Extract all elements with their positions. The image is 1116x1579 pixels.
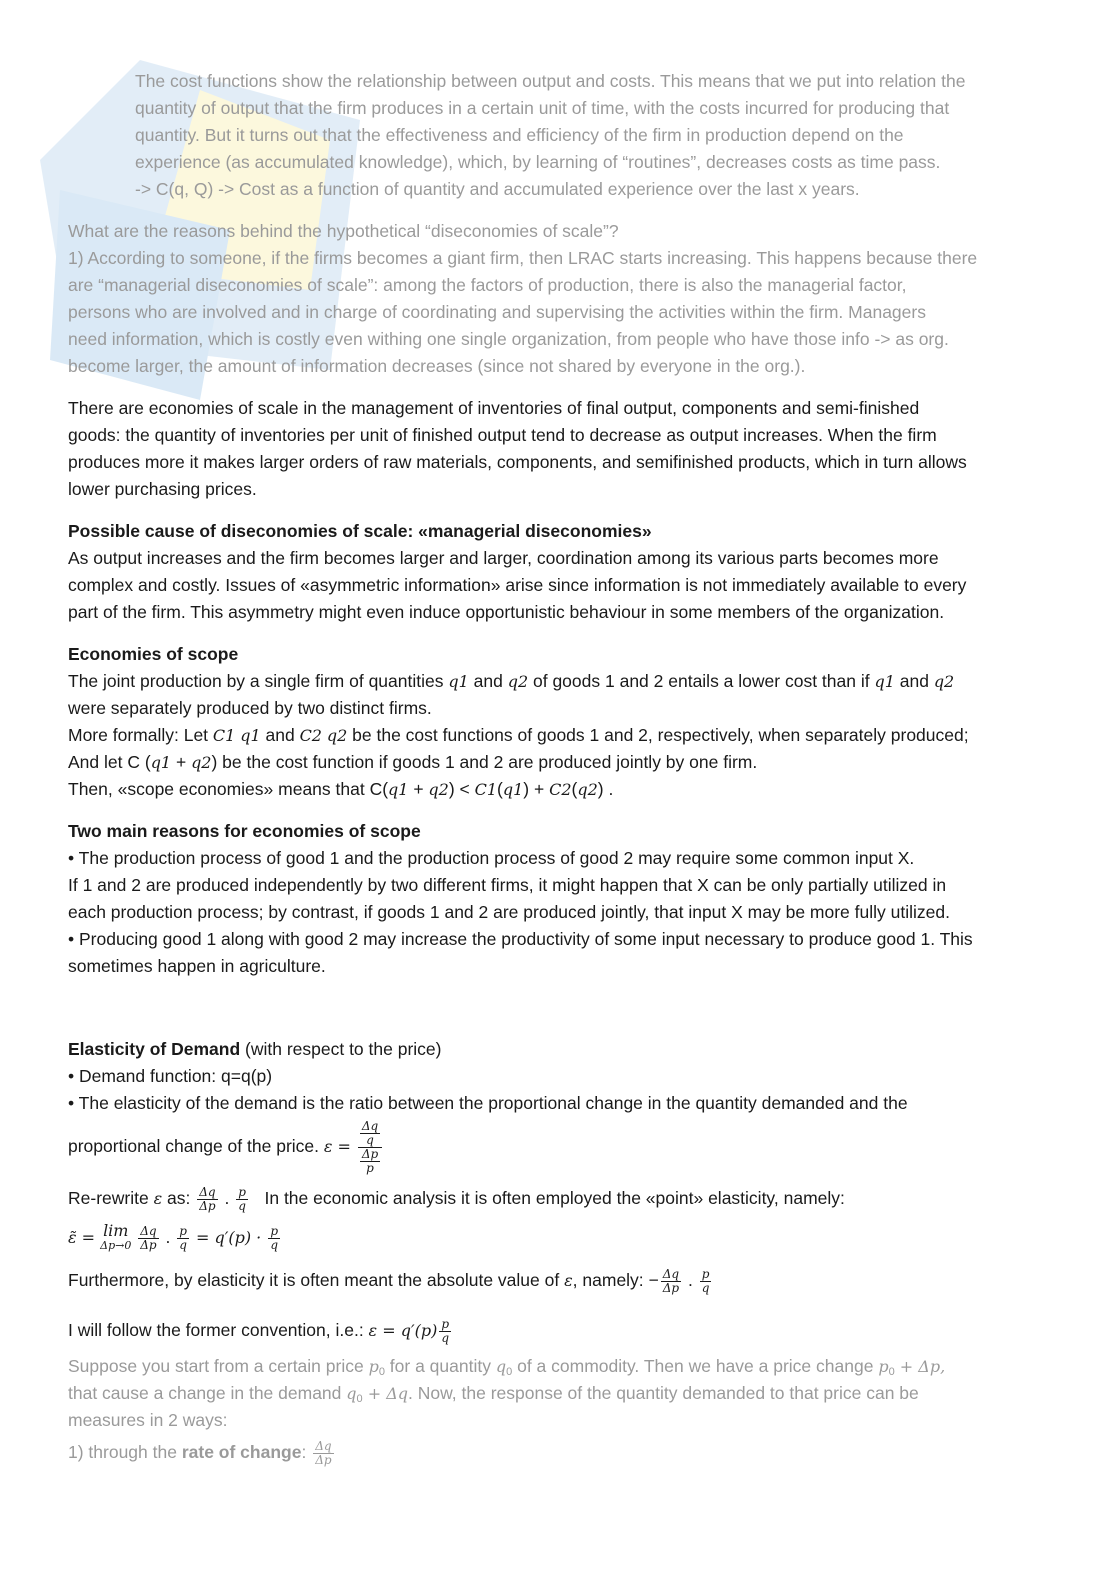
elasticity-heading: Elasticity of Demand (with respect to the price) (68, 1039, 442, 1059)
intro-line-2: quantity of output that the firm produces in a certain unit of time, with the costs incurred for producing that (135, 98, 950, 118)
scope-line-1: The joint production by a single firm of quantities q1 and q2 of goods 1 and 2 entails a lower cost than if q1 and q2 (68, 671, 955, 691)
intro-line-5: -> C(q, Q) -> Cost as a function of quantity and accumulated experience over the last x years. (135, 179, 860, 199)
inventories-line-4: lower purchasing prices. (68, 479, 257, 499)
managerial-heading: Possible cause of diseconomies of scale: «managerial diseconomies» (68, 521, 652, 541)
elasticity-fraction: $\frac{\frac{\Delta q}{q}}{\frac{\Delta p}{p}}$ (358, 1120, 382, 1175)
point-elasticity-formula: ε̃ = lim Δp→0 $\frac{\Delta q}{\Delta p}$ . $\frac{p}{q}$ = q′(p) · $\frac{p}{q}$ (68, 1221, 279, 1253)
scope-reasons-line-2: If 1 and 2 are produced independently by two different firms, it might happen that X can be only partially utilized in (68, 875, 947, 895)
elasticity-definition: proportional change of the price. ε = $\frac{\frac{\Delta q}{q}}{\frac{\Delta p}{p}}$ (68, 1116, 384, 1177)
rate-intro-line-1: Suppose you start from a certain price $p_0$ for a quantity $q_0$ of a commodity. Then we have a price change $p_0 + \Delta p$, (68, 1356, 946, 1378)
managerial-line-3: part of the firm. This asymmetry might even induce opportunistic behaviour in some members of the organization. (68, 602, 945, 622)
diseconomies-question: What are the reasons behind the hypothetical “diseconomies of scale”? (68, 221, 619, 241)
scope-line-3: More formally: Let C1 q1 and C2 q2 be the cost functions of goods 1 and 2, respectively, when separately produced; (68, 725, 969, 745)
rate-intro-line-2: that cause a change in the demand $q_0 + \Delta q$. Now, the response of the quantity demanded to that price can be (68, 1383, 919, 1405)
scope-line-4: And let C (q1 + q2) be the cost function if goods 1 and 2 are produced jointly by one firm. (68, 752, 758, 772)
diseconomies-line-2: are “managerial diseconomies of scale”: among the factors of production, there is also the managerial factor, (68, 275, 907, 295)
scope-line-5: Then, «scope economies» means that C(q1 + q2) < C1(q1) + C2(q2) . (68, 779, 614, 799)
rate-intro-line-3: measures in 2 ways: (68, 1410, 228, 1430)
scope-reasons-heading: Two main reasons for economies of scope (68, 821, 421, 841)
inventories-line-2: goods: the quantity of inventories per unit of finished output tend to decrease as output increases. When the firm (68, 425, 937, 445)
elasticity-rewrite: Re-rewrite ε as: $\frac{\Delta q}{\Delta p}$ . $\frac{p}{q}$ In the economic analysis it is often employed the «point» elasticity, namely: (68, 1184, 845, 1213)
diseconomies-line-5: become larger, the amount of information decreases (since not shared by everyone in the org.). (68, 356, 806, 376)
managerial-line-1: As output increases and the firm becomes larger and larger, coordination among its various parts becomes more (68, 548, 939, 568)
diseconomies-line-4: need information, which is costly even withing one single organization, from people who have those info -> as org. (68, 329, 949, 349)
rate-of-change-line: 1) through the rate of change: $\frac{\Delta q}{\Delta p}$ (68, 1438, 332, 1467)
scope-reasons-line-1: • The production process of good 1 and the production process of good 2 may require some common input X. (68, 848, 915, 868)
diseconomies-line-1: 1) According to someone, if the firms becomes a giant firm, then LRAC starts increasing. This happens because there (68, 248, 978, 268)
scope-reasons-line-4: • Producing good 1 along with good 2 may increase the productivity of some input necessary to produce good 1. This (68, 929, 973, 949)
managerial-line-2: complex and costly. Issues of «asymmetric information» arise since information is not immediately available to every (68, 575, 967, 595)
elasticity-bullet-2: • The elasticity of the demand is the ratio between the proportional change in the quantity demanded and the (68, 1093, 908, 1113)
scope-heading: Economies of scope (68, 644, 239, 664)
scope-reasons-line-3: each production process; by contrast, if goods 1 and 2 are produced jointly, that input X may be more fully utilized. (68, 902, 950, 922)
inventories-line-3: produces more it makes larger orders of raw materials, components, and semifinished products, which in turn allows (68, 452, 967, 472)
intro-line-1: The cost functions show the relationship between output and costs. This means that we put into relation the (135, 71, 966, 91)
elasticity-bullet-1: • Demand function: q=q(p) (68, 1066, 273, 1086)
intro-line-4: experience (as accumulated knowledge), which, by learning of “routines”, decreases costs as time pass. (135, 152, 941, 172)
diseconomies-line-3: persons who are involved and in charge of coordinating and supervising the activities within the firm. Managers (68, 302, 926, 322)
convention-line: I will follow the former convention, i.e.: ε = q′(p) $\frac{p}{q}$ (68, 1316, 449, 1345)
inventories-line-1: There are economies of scale in the management of inventories of final output, components and semi-finished (68, 398, 920, 418)
absolute-elasticity-line: Furthermore, by elasticity it is often meant the absolute value of ε, namely: − $\frac{\Delta q}{\Delta p}$ . $\frac{p}{q}$ (68, 1266, 710, 1295)
scope-line-2: were separately produced by two distinct firms. (68, 698, 432, 718)
scope-reasons-line-5: sometimes happen in agriculture. (68, 956, 326, 976)
intro-line-3: quantity. But it turns out that the effectiveness and efficiency of the firm in production depend on the (135, 125, 904, 145)
